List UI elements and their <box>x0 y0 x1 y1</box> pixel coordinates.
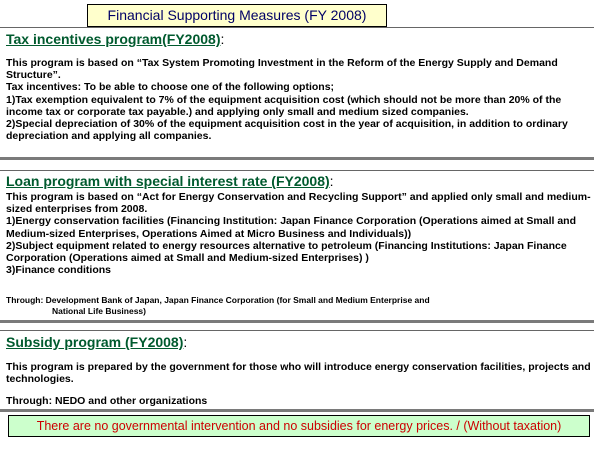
subsidy-through: Through: NEDO and other organizations <box>6 395 208 407</box>
subsidy-program-heading <box>6 334 187 350</box>
loan-line-2: 1)Energy conservation facilities (Financing Institution: Japan Finance Corporation (Operations aimed at Small and Medium-sized Enterprises, Operations Aimed at Micro Business and Individuals)) <box>6 215 577 240</box>
tax-line-4: 2)Special depreciation of 30% of the equipment acquisition cost in the year of acquisition, in addition to ordinary depreciation and applying all companies. <box>6 118 568 143</box>
subsidy-heading-text: Subsidy program (FY2008) <box>6 334 184 350</box>
page-title: Financial Supporting Measures (FY 2008) <box>87 4 387 27</box>
loan-line-3: 2)Subject equipment related to energy resources alternative to petroleum (Financing Institutions: Japan Finance Corporation (Operations aimed at Small and Medium-sized Enterprises) ) <box>6 239 567 265</box>
subsidy-heading-colon: : <box>183 334 188 350</box>
loan-heading-text: Loan program with special interest rate (FY2008) <box>6 173 330 189</box>
subsidy-program-body: This program is prepared by the government for those who will introduce energy conservation facilities, projects and technologies. <box>6 361 591 386</box>
loan-program-section <box>0 170 594 323</box>
tax-line-1: This program is based on “Tax System Promoting Investment in the Reform of the Energy Supply and Demand Structure”. <box>6 57 558 82</box>
loan-program-body <box>6 191 591 276</box>
tax-incentives-section <box>0 27 594 160</box>
loan-through-line-1: Through: Development Bank of Japan, Japan Finance Corporation (for Small and Medium Enterprise and <box>6 295 430 305</box>
tax-line-3: 1)Tax exemption equivalent to 7% of the equipment acquisition cost (which should not be more than 20% of the income tax or corporate tax payable.) and applying only small and medium sized companies. <box>6 93 562 118</box>
no-intervention-note: There are no governmental intervention and no subsidies for energy prices. / (Without taxation) <box>8 415 590 437</box>
tax-incentives-body <box>6 57 591 142</box>
subsidy-program-section <box>0 330 594 412</box>
loan-line-1: This program is based on “Act for Energy Conservation and Recycling Support” and applied only small and medium-sized enterprises from 2008. <box>6 191 591 216</box>
tax-line-2: Tax incentives: To be able to choose one of the following options; <box>6 81 335 94</box>
tax-heading-colon: : <box>220 31 225 47</box>
loan-heading-colon: : <box>329 173 334 189</box>
loan-through <box>6 295 430 317</box>
loan-through-line-2: National Life Business) <box>52 306 146 316</box>
tax-incentives-heading <box>6 31 224 47</box>
loan-program-heading <box>6 173 334 189</box>
loan-line-4: 3)Finance conditions <box>6 264 112 277</box>
tax-heading-text: Tax incentives program(FY2008) <box>6 31 221 47</box>
